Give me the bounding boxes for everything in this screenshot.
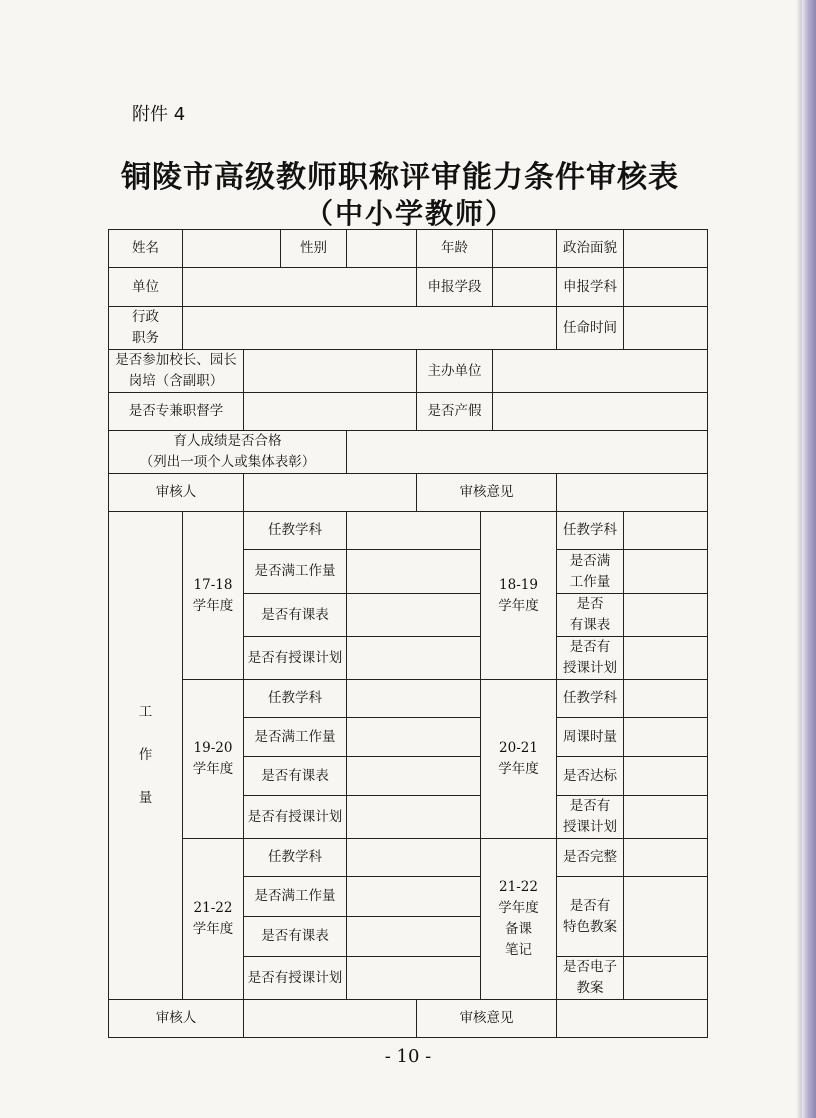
year-1718-label: [183, 512, 244, 680]
year-2021-range: 20-21: [499, 740, 538, 756]
reviewer-label: 审核人: [109, 474, 244, 512]
feature-plan-line1: 是否有: [569, 897, 611, 914]
r-has-schedule-label: [557, 594, 624, 637]
r-full-workload-field[interactable]: [624, 550, 708, 594]
feature-plan-line2: 特色教案: [563, 918, 617, 935]
bottom-reviewer-label: 审核人: [109, 1000, 244, 1038]
gender-label: 性别: [281, 230, 347, 268]
year-1920-suffix: 学年度: [192, 761, 234, 777]
has-schedule-label: 是否有课表: [244, 917, 347, 957]
electronic-plan-field[interactable]: [624, 957, 708, 1000]
workload-char-2: 作: [138, 747, 153, 763]
year-2122-label: [183, 839, 244, 1000]
declared-subject-label: 申报学科: [557, 268, 624, 307]
table-row: [109, 230, 708, 268]
year-2021-suffix: 学年度: [498, 761, 539, 777]
bottom-opinion-field[interactable]: [557, 1000, 708, 1038]
year-2122-suffix: 学年度: [192, 921, 234, 937]
has-plan-label: 是否有授课计划: [244, 957, 347, 1000]
year-1920-range: 19-20: [193, 740, 233, 756]
year-1819-range: 18-19: [499, 576, 538, 593]
lesson-notes-label-line1: 备课: [505, 921, 532, 937]
electronic-plan-label: [557, 957, 624, 1000]
lesson-notes-label-line2: 笔记: [505, 942, 532, 958]
supervisor-field[interactable]: [244, 393, 417, 431]
r-full-workload-label: [557, 550, 624, 594]
maternity-field[interactable]: [493, 393, 708, 431]
table-row: [109, 680, 708, 718]
r-has-schedule-field[interactable]: [624, 594, 708, 637]
teach-subject-label: 任教学科: [244, 680, 347, 718]
has-plan-label: 是否有授课计划: [244, 637, 347, 680]
year-1718-suffix: 学年度: [192, 597, 234, 614]
page-title: 铜陵市高级教师职称评审能力条件审核表: [121, 160, 679, 195]
admin-position-label-line1: 行政: [132, 309, 159, 325]
principal-training-label: [109, 350, 244, 393]
name-label: 姓名: [109, 230, 183, 268]
education-result-field[interactable]: [347, 431, 708, 474]
teach-subject-field[interactable]: [347, 839, 481, 877]
r-has-schedule-line2: 有课表: [569, 617, 611, 633]
review-opinion-label: 审核意见: [417, 474, 557, 512]
has-schedule-field[interactable]: [347, 594, 481, 637]
r-has-plan-label: [557, 637, 624, 680]
r-has-plan-line2: 授课计划: [563, 660, 617, 676]
education-result-label-line2: （列出一项个人或集体表彰）: [139, 454, 316, 470]
attachment-label: 附件 4: [132, 104, 186, 125]
supervisor-label: 是否专兼职督学: [109, 393, 244, 431]
admin-position-field[interactable]: [183, 307, 557, 350]
workload-char-3: 量: [138, 790, 153, 806]
appoint-time-field[interactable]: [624, 307, 708, 350]
full-workload-field[interactable]: [347, 550, 481, 594]
table-row: [109, 307, 708, 350]
has-plan-field[interactable]: [347, 957, 481, 1000]
workload-char-1: 工: [138, 704, 153, 720]
has-schedule-field[interactable]: [347, 757, 481, 796]
has-plan-label: 是否有授课计划: [244, 796, 347, 839]
principal-training-label-line2: 岗培（含副职）: [128, 373, 224, 389]
name-field[interactable]: [183, 230, 281, 268]
table-row: [109, 512, 708, 550]
education-result-label-line1: 育人成绩是否合格: [173, 433, 282, 449]
notes-complete-field[interactable]: [624, 839, 708, 877]
gender-field[interactable]: [347, 230, 417, 268]
has-schedule-label: 是否有课表: [244, 757, 347, 796]
teach-subject-field[interactable]: [347, 512, 481, 550]
age-label: 年龄: [417, 230, 493, 268]
table-row: [109, 1000, 708, 1038]
r-full-workload-line2: 工作量: [569, 573, 611, 590]
r-has-plan-field[interactable]: [624, 637, 708, 680]
has-plan-field[interactable]: [347, 796, 481, 839]
appoint-time-label: 任命时间: [557, 307, 624, 350]
page-subtitle: （中小学教师）: [304, 197, 515, 230]
organizer-field[interactable]: [493, 350, 708, 393]
table-row: [109, 474, 708, 512]
unit-field[interactable]: [183, 268, 417, 307]
r-teach-subject-field[interactable]: [624, 680, 708, 718]
workload-section-label: [109, 512, 183, 1000]
organizer-label: 主办单位: [417, 350, 493, 393]
full-workload-field[interactable]: [347, 877, 481, 917]
r-has-plan-line2: 授课计划: [563, 819, 617, 835]
electronic-plan-line1: 是否电子: [563, 959, 617, 975]
year-1819-label: [481, 512, 557, 680]
declared-stage-field[interactable]: [493, 268, 557, 307]
admin-position-label-line2: 职务: [132, 330, 159, 346]
r-has-plan-field[interactable]: [624, 796, 708, 839]
age-field[interactable]: [493, 230, 557, 268]
meets-standard-field[interactable]: [624, 757, 708, 796]
bottom-opinion-label: 审核意见: [417, 1000, 557, 1038]
r-teach-subject-field[interactable]: [624, 512, 708, 550]
political-status-field[interactable]: [624, 230, 708, 268]
full-workload-label: 是否满工作量: [244, 877, 347, 917]
education-result-label: [109, 431, 347, 474]
year-1718-range: 17-18: [193, 576, 233, 593]
review-opinion-field[interactable]: [557, 474, 708, 512]
review-form-table: [108, 229, 708, 1038]
has-schedule-field[interactable]: [347, 917, 481, 957]
electronic-plan-line2: 教案: [576, 980, 604, 996]
teach-subject-label: 任教学科: [244, 512, 347, 550]
year-1920-label: [183, 680, 244, 839]
political-status-label: 政治面貌: [557, 230, 624, 268]
declared-stage-label: 申报学段: [417, 268, 493, 307]
feature-plan-label: [557, 877, 624, 957]
has-plan-field[interactable]: [347, 637, 481, 680]
r-has-plan-line1: 是否有: [569, 798, 611, 814]
year-2021-label: [481, 680, 557, 839]
r-has-plan-label: [557, 796, 624, 839]
full-workload-label: 是否满工作量: [244, 718, 347, 757]
principal-training-label-line1: 是否参加校长、园长: [115, 352, 237, 368]
teach-subject-label: 任教学科: [244, 839, 347, 877]
maternity-label: 是否产假: [417, 393, 493, 431]
year-2122-range: 21-22: [193, 900, 233, 916]
table-row: [109, 268, 708, 307]
r-teach-subject-label: 任教学科: [557, 680, 624, 718]
full-workload-label: 是否满工作量: [244, 550, 347, 594]
r-has-schedule-line1: 是否: [576, 596, 604, 612]
lesson-notes-year-label: [481, 839, 557, 1000]
year-1819-suffix: 学年度: [498, 597, 539, 614]
reviewer-field[interactable]: [244, 474, 417, 512]
teach-subject-field[interactable]: [347, 680, 481, 718]
page-number: - 10 -: [384, 1046, 432, 1067]
table-row: [109, 431, 708, 474]
lesson-notes-year-range: 21-22: [499, 879, 538, 895]
principal-training-field[interactable]: [244, 350, 417, 393]
scan-edge: [802, 0, 816, 1118]
r-has-plan-line1: 是否有: [569, 639, 611, 655]
r-full-workload-line1: 是否满: [569, 552, 611, 569]
declared-subject-field[interactable]: [624, 268, 708, 307]
has-schedule-label: 是否有课表: [244, 594, 347, 637]
weekly-hours-field[interactable]: [624, 718, 708, 757]
notes-complete-label: 是否完整: [557, 839, 624, 877]
meets-standard-label: 是否达标: [557, 757, 624, 796]
feature-plan-field[interactable]: [624, 877, 708, 957]
table-row: [109, 350, 708, 393]
unit-label: 单位: [109, 268, 183, 307]
weekly-hours-label: 周课时量: [557, 718, 624, 757]
admin-position-label: [109, 307, 183, 350]
bottom-reviewer-field[interactable]: [244, 1000, 417, 1038]
table-row: [109, 839, 708, 877]
r-teach-subject-label: 任教学科: [557, 512, 624, 550]
lesson-notes-year-suffix: 学年度: [498, 900, 539, 916]
full-workload-field[interactable]: [347, 718, 481, 757]
table-row: [109, 393, 708, 431]
